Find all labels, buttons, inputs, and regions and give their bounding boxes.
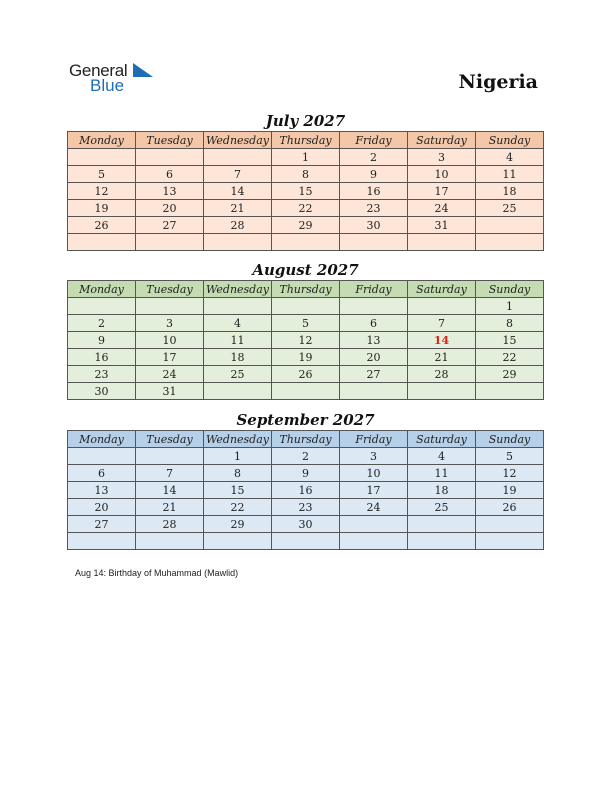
day-cell: 13 <box>136 183 204 200</box>
day-cell: 23 <box>340 200 408 217</box>
day-cell: 21 <box>136 499 204 516</box>
day-cell: 7 <box>136 465 204 482</box>
day-cell: 5 <box>476 448 544 465</box>
month-september <box>67 410 544 550</box>
day-cell: 13 <box>340 332 408 349</box>
day-cell: 30 <box>68 383 136 400</box>
month-title: August 2027 <box>252 261 359 279</box>
empty-day-cell <box>68 448 136 465</box>
empty-day-cell <box>340 234 408 251</box>
empty-day-cell <box>204 533 272 550</box>
calendar-grid <box>67 131 544 251</box>
day-cell: 16 <box>340 183 408 200</box>
day-cell: 4 <box>408 448 476 465</box>
day-cell: 16 <box>272 482 340 499</box>
week-row <box>68 383 544 400</box>
day-cell: 28 <box>204 217 272 234</box>
empty-day-cell <box>340 533 408 550</box>
day-cell: 15 <box>476 332 544 349</box>
empty-day-cell <box>340 383 408 400</box>
day-cell: 12 <box>476 465 544 482</box>
week-row <box>68 448 544 465</box>
day-cell: 4 <box>204 315 272 332</box>
weekday-header-row <box>68 281 544 298</box>
day-cell: 31 <box>136 383 204 400</box>
day-cell: 3 <box>408 149 476 166</box>
weekday-header: Sunday <box>476 132 544 149</box>
empty-day-cell <box>68 234 136 251</box>
empty-day-cell <box>408 383 476 400</box>
day-cell: 9 <box>340 166 408 183</box>
empty-day-cell <box>136 448 204 465</box>
holiday-notes <box>75 568 238 578</box>
empty-day-cell <box>136 234 204 251</box>
day-cell: 29 <box>476 366 544 383</box>
day-cell: 21 <box>204 200 272 217</box>
day-cell: 28 <box>408 366 476 383</box>
day-cell: 6 <box>68 465 136 482</box>
empty-day-cell <box>476 516 544 533</box>
empty-day-cell <box>136 149 204 166</box>
day-cell: 12 <box>272 332 340 349</box>
day-cell: 15 <box>204 482 272 499</box>
month-july <box>67 111 544 251</box>
empty-day-cell <box>204 149 272 166</box>
day-cell: 20 <box>340 349 408 366</box>
week-row <box>68 366 544 383</box>
week-row <box>68 149 544 166</box>
day-cell: 14 <box>408 332 476 349</box>
day-cell: 11 <box>476 166 544 183</box>
day-cell: 17 <box>408 183 476 200</box>
calendar-grid <box>67 280 544 400</box>
day-cell: 23 <box>68 366 136 383</box>
weekday-header: Friday <box>340 431 408 448</box>
weekday-header: Tuesday <box>136 281 204 298</box>
empty-day-cell <box>476 217 544 234</box>
weekday-header: Saturday <box>408 281 476 298</box>
day-cell: 11 <box>204 332 272 349</box>
empty-day-cell <box>476 234 544 251</box>
week-row <box>68 298 544 315</box>
weekday-header: Monday <box>68 281 136 298</box>
day-cell: 1 <box>272 149 340 166</box>
weekday-header: Friday <box>340 281 408 298</box>
weekday-header: Saturday <box>408 132 476 149</box>
empty-day-cell <box>204 383 272 400</box>
empty-day-cell <box>272 234 340 251</box>
country-title: Nigeria <box>458 71 538 93</box>
day-cell: 27 <box>68 516 136 533</box>
day-cell: 7 <box>408 315 476 332</box>
month-title: September 2027 <box>236 411 375 429</box>
day-cell: 6 <box>136 166 204 183</box>
empty-day-cell <box>408 234 476 251</box>
day-cell: 21 <box>408 349 476 366</box>
day-cell: 14 <box>204 183 272 200</box>
day-cell: 30 <box>340 217 408 234</box>
day-cell: 28 <box>136 516 204 533</box>
day-cell: 3 <box>136 315 204 332</box>
weekday-header: Sunday <box>476 431 544 448</box>
day-cell: 11 <box>408 465 476 482</box>
week-row <box>68 482 544 499</box>
day-cell: 25 <box>476 200 544 217</box>
empty-day-cell <box>408 516 476 533</box>
week-row <box>68 465 544 482</box>
empty-day-cell <box>272 298 340 315</box>
week-row <box>68 166 544 183</box>
week-row <box>68 315 544 332</box>
empty-day-cell <box>136 533 204 550</box>
weekday-header: Saturday <box>408 431 476 448</box>
week-row <box>68 183 544 200</box>
day-cell: 22 <box>204 499 272 516</box>
day-cell: 26 <box>68 217 136 234</box>
weekday-header-row <box>68 132 544 149</box>
day-cell: 25 <box>204 366 272 383</box>
logo-text-general: General <box>69 61 128 80</box>
logo-triangle-icon <box>133 63 153 77</box>
day-cell: 29 <box>204 516 272 533</box>
day-cell: 7 <box>204 166 272 183</box>
weekday-header: Friday <box>340 132 408 149</box>
empty-day-cell <box>408 533 476 550</box>
day-cell: 22 <box>272 200 340 217</box>
week-row <box>68 349 544 366</box>
day-cell: 24 <box>340 499 408 516</box>
week-row <box>68 516 544 533</box>
week-row <box>68 217 544 234</box>
day-cell: 4 <box>476 149 544 166</box>
day-cell: 25 <box>408 499 476 516</box>
day-cell: 1 <box>476 298 544 315</box>
weekday-header: Wednesday <box>204 281 272 298</box>
day-cell: 24 <box>408 200 476 217</box>
day-cell: 13 <box>68 482 136 499</box>
weekday-header: Wednesday <box>204 132 272 149</box>
day-cell: 18 <box>476 183 544 200</box>
day-cell: 20 <box>68 499 136 516</box>
weekday-header: Monday <box>68 431 136 448</box>
day-cell: 6 <box>340 315 408 332</box>
day-cell: 10 <box>408 166 476 183</box>
logo <box>69 61 169 97</box>
day-cell: 24 <box>136 366 204 383</box>
empty-day-cell <box>68 533 136 550</box>
month-august <box>67 260 544 400</box>
holiday-note: Aug 14: Birthday of Muhammad (Mawlid) <box>75 568 239 578</box>
day-cell: 30 <box>272 516 340 533</box>
weekday-header: Wednesday <box>204 431 272 448</box>
day-cell: 20 <box>136 200 204 217</box>
day-cell: 18 <box>204 349 272 366</box>
day-cell: 26 <box>476 499 544 516</box>
month-title: July 2027 <box>265 112 346 130</box>
day-cell: 10 <box>340 465 408 482</box>
weekday-header: Thursday <box>272 132 340 149</box>
empty-day-cell <box>272 533 340 550</box>
day-cell: 17 <box>340 482 408 499</box>
weekday-header: Monday <box>68 132 136 149</box>
empty-day-cell <box>340 516 408 533</box>
day-cell: 9 <box>272 465 340 482</box>
weekday-header: Tuesday <box>136 132 204 149</box>
week-row <box>68 533 544 550</box>
day-cell: 8 <box>476 315 544 332</box>
day-cell: 29 <box>272 217 340 234</box>
empty-day-cell <box>204 298 272 315</box>
empty-day-cell <box>476 533 544 550</box>
empty-day-cell <box>136 298 204 315</box>
day-cell: 26 <box>272 366 340 383</box>
day-cell: 3 <box>340 448 408 465</box>
empty-day-cell <box>204 234 272 251</box>
day-cell: 12 <box>68 183 136 200</box>
weekday-header: Thursday <box>272 431 340 448</box>
day-cell: 2 <box>68 315 136 332</box>
weekday-header: Tuesday <box>136 431 204 448</box>
day-cell: 5 <box>272 315 340 332</box>
day-cell: 15 <box>272 183 340 200</box>
day-cell: 23 <box>272 499 340 516</box>
weekday-header-row <box>68 431 544 448</box>
empty-day-cell <box>408 298 476 315</box>
day-cell: 10 <box>136 332 204 349</box>
day-cell: 22 <box>476 349 544 366</box>
calendar-grid <box>67 430 544 550</box>
empty-day-cell <box>476 383 544 400</box>
weekday-header: Sunday <box>476 281 544 298</box>
day-cell: 5 <box>68 166 136 183</box>
day-cell: 18 <box>408 482 476 499</box>
day-cell: 2 <box>340 149 408 166</box>
day-cell: 1 <box>204 448 272 465</box>
day-cell: 27 <box>340 366 408 383</box>
day-cell: 14 <box>136 482 204 499</box>
weekday-header: Thursday <box>272 281 340 298</box>
day-cell: 31 <box>408 217 476 234</box>
empty-day-cell <box>68 149 136 166</box>
day-cell: 8 <box>272 166 340 183</box>
day-cell: 19 <box>476 482 544 499</box>
day-cell: 27 <box>136 217 204 234</box>
day-cell: 9 <box>68 332 136 349</box>
week-row <box>68 332 544 349</box>
day-cell: 19 <box>68 200 136 217</box>
empty-day-cell <box>340 298 408 315</box>
week-row <box>68 200 544 217</box>
week-row <box>68 499 544 516</box>
empty-day-cell <box>68 298 136 315</box>
logo-text-blue: Blue <box>90 76 125 95</box>
empty-day-cell <box>272 383 340 400</box>
day-cell: 17 <box>136 349 204 366</box>
day-cell: 2 <box>272 448 340 465</box>
week-row <box>68 234 544 251</box>
day-cell: 8 <box>204 465 272 482</box>
day-cell: 16 <box>68 349 136 366</box>
day-cell: 19 <box>272 349 340 366</box>
